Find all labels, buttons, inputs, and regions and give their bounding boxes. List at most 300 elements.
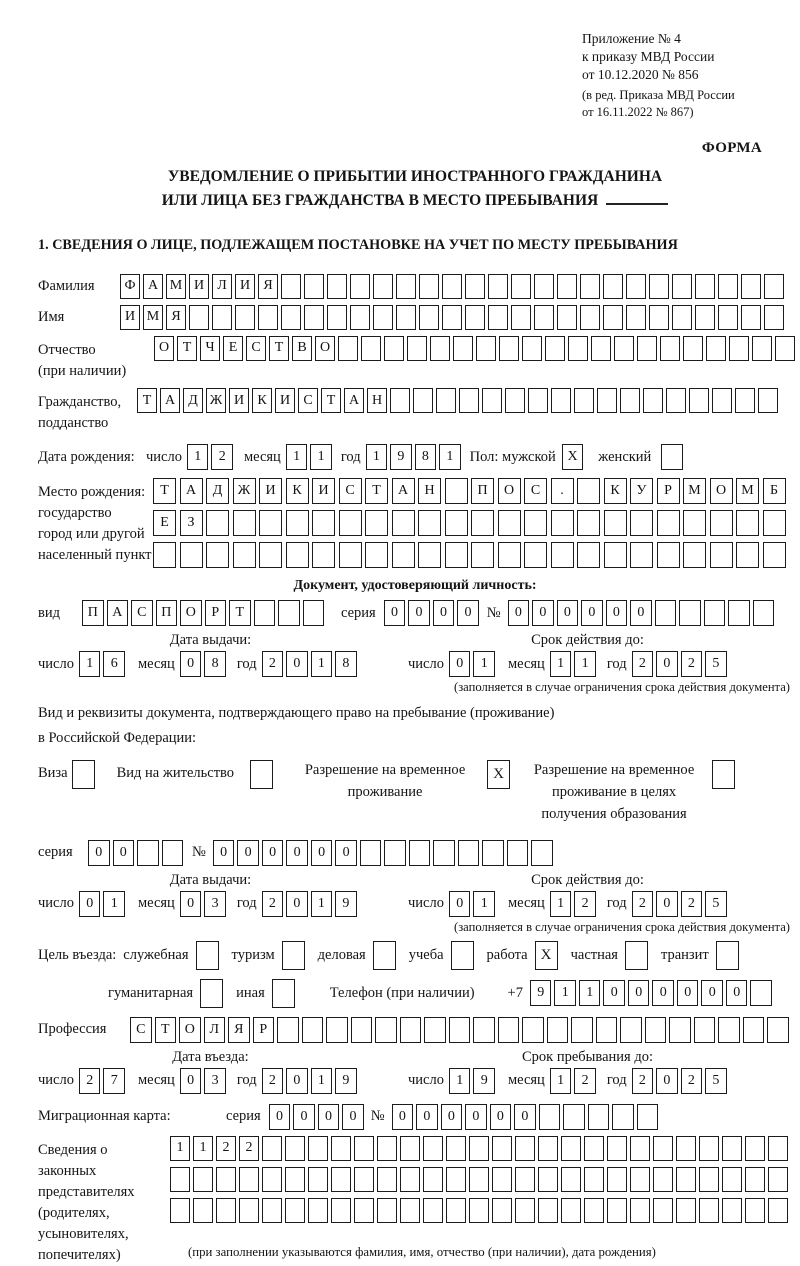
doc-type-label: вид	[38, 604, 60, 621]
char-cell: Н	[418, 478, 441, 504]
char-cell: 0	[335, 840, 357, 866]
char-cell: Т	[321, 388, 341, 413]
doc-issue-date-header: Дата выдачи:	[169, 632, 252, 649]
char-cell: А	[344, 388, 364, 413]
name-label: Имя	[38, 308, 65, 325]
char-cell: 0	[603, 980, 625, 1006]
form-title-line1: УВЕДОМЛЕНИЕ О ПРИБЫТИИ ИНОСТРАННОГО ГРАЖДАНИНА	[167, 167, 663, 185]
char-cell: 0	[652, 980, 674, 1006]
stay-year-boxes	[632, 1068, 730, 1094]
citizenship-label: Гражданство, подданство	[38, 394, 122, 432]
char-cell: 2	[632, 651, 654, 677]
char-cell	[745, 1167, 765, 1192]
doc-valid-month-boxes	[550, 651, 599, 677]
char-cell	[758, 388, 778, 413]
char-cell	[672, 274, 692, 299]
header-requisites	[582, 30, 792, 120]
char-cell: О	[315, 336, 335, 361]
char-cell	[350, 305, 370, 330]
char-cell	[458, 840, 480, 866]
char-cell: Н	[367, 388, 387, 413]
char-cell	[377, 1167, 397, 1192]
char-cell	[446, 1198, 466, 1223]
char-cell	[390, 388, 410, 413]
char-cell	[445, 542, 468, 568]
char-cell	[418, 510, 441, 536]
char-cell: 0	[392, 1104, 414, 1130]
char-cell	[563, 1104, 585, 1130]
char-cell	[373, 274, 393, 299]
char-cell: 0	[113, 840, 135, 866]
char-cell	[596, 1017, 618, 1043]
birth-date-label: Дата рождения:	[38, 448, 135, 465]
char-cell	[396, 305, 416, 330]
char-cell	[695, 274, 715, 299]
profession-row	[38, 1017, 792, 1043]
residence-permit-option	[117, 760, 273, 789]
phone-label: Телефон (при наличии)	[329, 984, 475, 1001]
header-line: к приказу МВД России	[582, 48, 715, 64]
doc-valid-year-boxes	[632, 651, 730, 677]
char-cell	[418, 542, 441, 568]
doc-valid-note: (заполняется в случае ограничения срока действия документа)	[454, 680, 790, 695]
char-cell: С	[130, 1017, 152, 1043]
temp-permit-edu-option	[528, 760, 735, 825]
purpose-study-checkbox	[451, 941, 474, 970]
purpose-transit-checkbox	[716, 941, 739, 970]
char-cell	[577, 478, 600, 504]
char-cell	[557, 274, 577, 299]
char-cell	[492, 1198, 512, 1223]
purpose-option-label: иная	[236, 984, 265, 1001]
char-cell: 0	[490, 1104, 512, 1130]
char-cell: С	[246, 336, 266, 361]
char-cell: Б	[763, 478, 786, 504]
char-cell: 5	[705, 1068, 727, 1094]
char-cell	[396, 274, 416, 299]
char-cell: Ж	[233, 478, 256, 504]
entry-date-header: Дата въезда:	[172, 1048, 249, 1065]
char-cell	[591, 336, 611, 361]
doc-valid-day-boxes	[449, 651, 498, 677]
char-cell: О	[154, 336, 174, 361]
char-cell: И	[235, 274, 255, 299]
char-cell	[233, 542, 256, 568]
char-cell: С	[298, 388, 318, 413]
citizenship-boxes	[137, 388, 781, 413]
char-cell	[752, 336, 772, 361]
char-cell	[413, 388, 433, 413]
purpose-other-checkbox	[272, 979, 295, 1008]
char-cell	[722, 1136, 742, 1161]
name-boxes	[120, 305, 787, 330]
permit-issue-day-boxes	[79, 891, 128, 917]
char-cell	[767, 1017, 789, 1043]
char-cell: 1	[579, 980, 601, 1006]
char-cell	[424, 1017, 446, 1043]
char-cell	[604, 510, 627, 536]
sex-female-label: женский	[598, 448, 652, 465]
char-cell	[522, 1017, 544, 1043]
char-cell: 2	[681, 891, 703, 917]
char-cell	[459, 388, 479, 413]
permit-number-label: №	[192, 844, 206, 861]
char-cell	[653, 1198, 673, 1223]
char-cell	[449, 1017, 471, 1043]
char-cell	[584, 1167, 604, 1192]
char-cell	[745, 1198, 765, 1223]
permit-valid-month-boxes	[550, 891, 599, 917]
char-cell	[699, 1136, 719, 1161]
char-cell: Ж	[206, 388, 226, 413]
char-cell: Т	[229, 600, 251, 626]
char-cell	[505, 388, 525, 413]
birth-place-boxes-3	[153, 542, 789, 568]
char-cell: 0	[508, 600, 530, 626]
char-cell: 0	[79, 891, 101, 917]
phone-prefix: +7	[507, 984, 523, 1001]
char-cell	[741, 274, 761, 299]
char-cell	[471, 510, 494, 536]
char-cell	[476, 336, 496, 361]
char-cell: П	[156, 600, 178, 626]
char-cell: Л	[212, 274, 232, 299]
char-cell	[277, 1017, 299, 1043]
char-cell: А	[160, 388, 180, 413]
char-cell	[580, 274, 600, 299]
char-cell	[683, 510, 706, 536]
header-line: от 10.12.2020 № 856	[582, 66, 699, 82]
char-cell: С	[131, 600, 153, 626]
char-cell	[607, 1198, 627, 1223]
header-edit-note: (в ред. Приказа МВД России от 16.11.2022 № 867)	[582, 88, 735, 119]
year-label: год	[340, 448, 361, 465]
permit-series-label: серия	[38, 844, 73, 861]
char-cell: 2	[211, 444, 233, 470]
char-cell	[170, 1167, 190, 1192]
char-cell	[538, 1136, 558, 1161]
char-cell	[538, 1167, 558, 1192]
char-cell: М	[143, 305, 163, 330]
char-cell	[574, 388, 594, 413]
char-cell: М	[166, 274, 186, 299]
char-cell: 0	[726, 980, 748, 1006]
char-cell	[528, 388, 548, 413]
visa-label: Виза	[38, 765, 68, 782]
char-cell	[304, 305, 324, 330]
char-cell: 0	[630, 600, 652, 626]
char-cell: Т	[365, 478, 388, 504]
char-cell: 0	[318, 1104, 340, 1130]
doc-issue-year-boxes	[262, 651, 360, 677]
birth-year-boxes	[366, 444, 464, 470]
char-cell: Я	[258, 274, 278, 299]
char-cell: Т	[269, 336, 289, 361]
char-cell	[669, 1017, 691, 1043]
char-cell	[499, 336, 519, 361]
char-cell: М	[736, 478, 759, 504]
entry-day-boxes	[79, 1068, 128, 1094]
char-cell	[327, 305, 347, 330]
char-cell: 0	[180, 891, 202, 917]
char-cell	[492, 1167, 512, 1192]
char-cell	[511, 305, 531, 330]
char-cell: 1	[286, 444, 308, 470]
char-cell	[498, 510, 521, 536]
char-cell: 0	[656, 891, 678, 917]
char-cell: 2	[262, 891, 284, 917]
char-cell	[331, 1198, 351, 1223]
visa-option	[38, 760, 95, 789]
char-cell	[365, 510, 388, 536]
char-cell: 0	[514, 1104, 536, 1130]
char-cell	[308, 1136, 328, 1161]
char-cell	[216, 1167, 236, 1192]
char-cell: 0	[286, 891, 308, 917]
char-cell	[626, 274, 646, 299]
char-cell	[361, 336, 381, 361]
char-cell	[612, 1104, 634, 1130]
char-cell	[626, 305, 646, 330]
char-cell	[534, 274, 554, 299]
char-cell	[557, 305, 577, 330]
char-cell: С	[339, 478, 362, 504]
birth-month-boxes	[286, 444, 335, 470]
char-cell	[660, 336, 680, 361]
char-cell: 0	[433, 600, 455, 626]
permit-valid-until-header: Срок действия до:	[531, 871, 644, 888]
temp-permit-edu-label: Разрешение на временное проживание в целях получения образования	[533, 762, 695, 822]
doc-date-headers	[38, 632, 792, 649]
char-cell	[285, 1198, 305, 1223]
char-cell	[538, 1198, 558, 1223]
char-cell: О	[179, 1017, 201, 1043]
char-cell	[710, 542, 733, 568]
char-cell	[285, 1136, 305, 1161]
char-cell	[419, 274, 439, 299]
char-cell	[153, 542, 176, 568]
char-cell	[482, 840, 504, 866]
char-cell	[351, 1017, 373, 1043]
char-cell	[419, 305, 439, 330]
char-cell	[515, 1136, 535, 1161]
char-cell	[630, 1167, 650, 1192]
char-cell	[545, 336, 565, 361]
char-cell	[657, 542, 680, 568]
char-cell	[603, 274, 623, 299]
char-cell: 0	[262, 840, 284, 866]
char-cell	[285, 1167, 305, 1192]
char-cell	[676, 1198, 696, 1223]
char-cell: 0	[180, 1068, 202, 1094]
char-cell	[488, 274, 508, 299]
entry-date-headers	[38, 1049, 792, 1066]
char-cell: 1	[473, 651, 495, 677]
char-cell	[498, 542, 521, 568]
char-cell	[689, 388, 709, 413]
char-cell	[354, 1136, 374, 1161]
char-cell	[507, 840, 529, 866]
doc-dates-row	[38, 651, 792, 677]
char-cell	[551, 542, 574, 568]
char-cell	[377, 1136, 397, 1161]
char-cell: 0	[656, 1068, 678, 1094]
char-cell: 0	[457, 600, 479, 626]
permit-valid-note: (заполняется в случае ограничения срока действия документа)	[454, 919, 790, 934]
surname-boxes	[120, 274, 787, 299]
char-cell	[729, 336, 749, 361]
char-cell	[308, 1167, 328, 1192]
migration-card-label: Миграционная карта:	[38, 1108, 171, 1125]
profession-label: Профессия	[38, 1021, 107, 1038]
char-cell	[568, 336, 588, 361]
char-cell: 9	[473, 1068, 495, 1094]
char-cell: 2	[262, 651, 284, 677]
char-cell	[672, 305, 692, 330]
char-cell	[704, 600, 726, 626]
char-cell	[679, 600, 701, 626]
char-cell: 0	[416, 1104, 438, 1130]
temp-permit-option	[295, 760, 510, 804]
char-cell: 0	[532, 600, 554, 626]
char-cell	[258, 305, 278, 330]
char-cell	[465, 274, 485, 299]
char-cell: И	[259, 478, 282, 504]
name-row	[38, 305, 792, 330]
char-cell: 0	[441, 1104, 463, 1130]
char-cell	[473, 1017, 495, 1043]
char-cell: И	[275, 388, 295, 413]
doc-type-row	[38, 600, 792, 626]
stay-until-header: Срок пребывания до:	[522, 1048, 653, 1065]
char-cell	[630, 510, 653, 536]
char-cell	[400, 1167, 420, 1192]
char-cell	[423, 1167, 443, 1192]
sex-male-checkbox: X	[562, 444, 584, 470]
char-cell: 0	[180, 651, 202, 677]
char-cell	[712, 388, 732, 413]
char-cell	[339, 542, 362, 568]
char-cell: К	[286, 478, 309, 504]
sex-female-checkbox	[661, 444, 683, 470]
doc-issue-day-boxes	[79, 651, 128, 677]
char-cell: 0	[701, 980, 723, 1006]
entry-year-boxes	[262, 1068, 360, 1094]
char-cell: 1	[103, 891, 125, 917]
char-cell	[254, 600, 276, 626]
char-cell: 7	[103, 1068, 125, 1094]
char-cell	[433, 840, 455, 866]
char-cell: 0	[88, 840, 110, 866]
doc-valid-date: число 0 1 месяц 1 1 год 2 0 2 5	[408, 651, 730, 677]
char-cell	[620, 1017, 642, 1043]
char-cell: 0	[449, 651, 471, 677]
residence-permit-label: Вид на жительство	[116, 765, 235, 782]
char-cell	[326, 1017, 348, 1043]
char-cell	[515, 1198, 535, 1223]
phone-boxes	[530, 980, 775, 1006]
char-cell	[753, 600, 775, 626]
char-cell	[630, 1198, 650, 1223]
char-cell	[584, 1136, 604, 1161]
char-cell	[365, 542, 388, 568]
char-cell	[392, 542, 415, 568]
char-cell	[722, 1167, 742, 1192]
char-cell: 9	[335, 1068, 357, 1094]
entry-dates-row	[38, 1068, 792, 1094]
char-cell	[302, 1017, 324, 1043]
representatives-boxes-3	[170, 1198, 791, 1223]
purpose-business-checkbox	[373, 941, 396, 970]
permit-valid-year-boxes	[632, 891, 730, 917]
representatives-boxes-2	[170, 1167, 791, 1192]
profession-boxes	[130, 1017, 792, 1043]
char-cell: П	[471, 478, 494, 504]
char-cell: З	[180, 510, 203, 536]
char-cell: 3	[204, 1068, 226, 1094]
char-cell	[736, 542, 759, 568]
char-cell	[180, 542, 203, 568]
char-cell	[400, 1017, 422, 1043]
char-cell	[331, 1167, 351, 1192]
char-cell	[373, 305, 393, 330]
char-cell: 2	[574, 1068, 596, 1094]
char-cell	[469, 1198, 489, 1223]
permit-issue-date-header: Дата выдачи:	[169, 871, 252, 888]
char-cell: А	[392, 478, 415, 504]
char-cell: И	[189, 274, 209, 299]
migr-number-boxes	[392, 1104, 662, 1130]
char-cell	[492, 1136, 512, 1161]
char-cell	[193, 1198, 213, 1223]
char-cell: 1	[79, 651, 101, 677]
char-cell	[259, 542, 282, 568]
permit-date-headers	[38, 872, 792, 889]
char-cell: 0	[606, 600, 628, 626]
temp-permit-label: Разрешение на временное проживание	[304, 762, 466, 801]
char-cell: И	[120, 305, 140, 330]
doc-issue-date: число 1 6 месяц 0 8 год 2 0 1 8	[38, 651, 408, 677]
char-cell	[262, 1167, 282, 1192]
stay-until-date: число 1 9 месяц 1 2 год 2 0 2 5	[408, 1068, 730, 1094]
char-cell	[262, 1198, 282, 1223]
char-cell	[515, 1167, 535, 1192]
char-cell: 2	[262, 1068, 284, 1094]
char-cell	[206, 542, 229, 568]
doc-type-boxes	[82, 600, 327, 626]
char-cell: Ч	[200, 336, 220, 361]
char-cell	[580, 305, 600, 330]
char-cell: А	[180, 478, 203, 504]
birth-date-row	[38, 444, 792, 470]
form-title-line2: ИЛИ ЛИЦА БЕЗ ГРАЖДАНСТВА В МЕСТО ПРЕБЫВАНИЯ	[38, 189, 792, 213]
birth-place-block	[38, 478, 792, 574]
char-cell	[547, 1017, 569, 1043]
char-cell	[768, 1198, 788, 1223]
char-cell	[312, 542, 335, 568]
char-cell	[735, 388, 755, 413]
char-cell	[694, 1017, 716, 1043]
char-cell	[350, 274, 370, 299]
char-cell	[235, 305, 255, 330]
char-cell: 0	[342, 1104, 364, 1130]
char-cell	[400, 1136, 420, 1161]
char-cell	[768, 1167, 788, 1192]
char-cell	[683, 336, 703, 361]
char-cell: 1	[170, 1136, 190, 1161]
representatives-boxes-1	[170, 1136, 791, 1161]
purpose-option-label: служебная	[123, 946, 189, 963]
